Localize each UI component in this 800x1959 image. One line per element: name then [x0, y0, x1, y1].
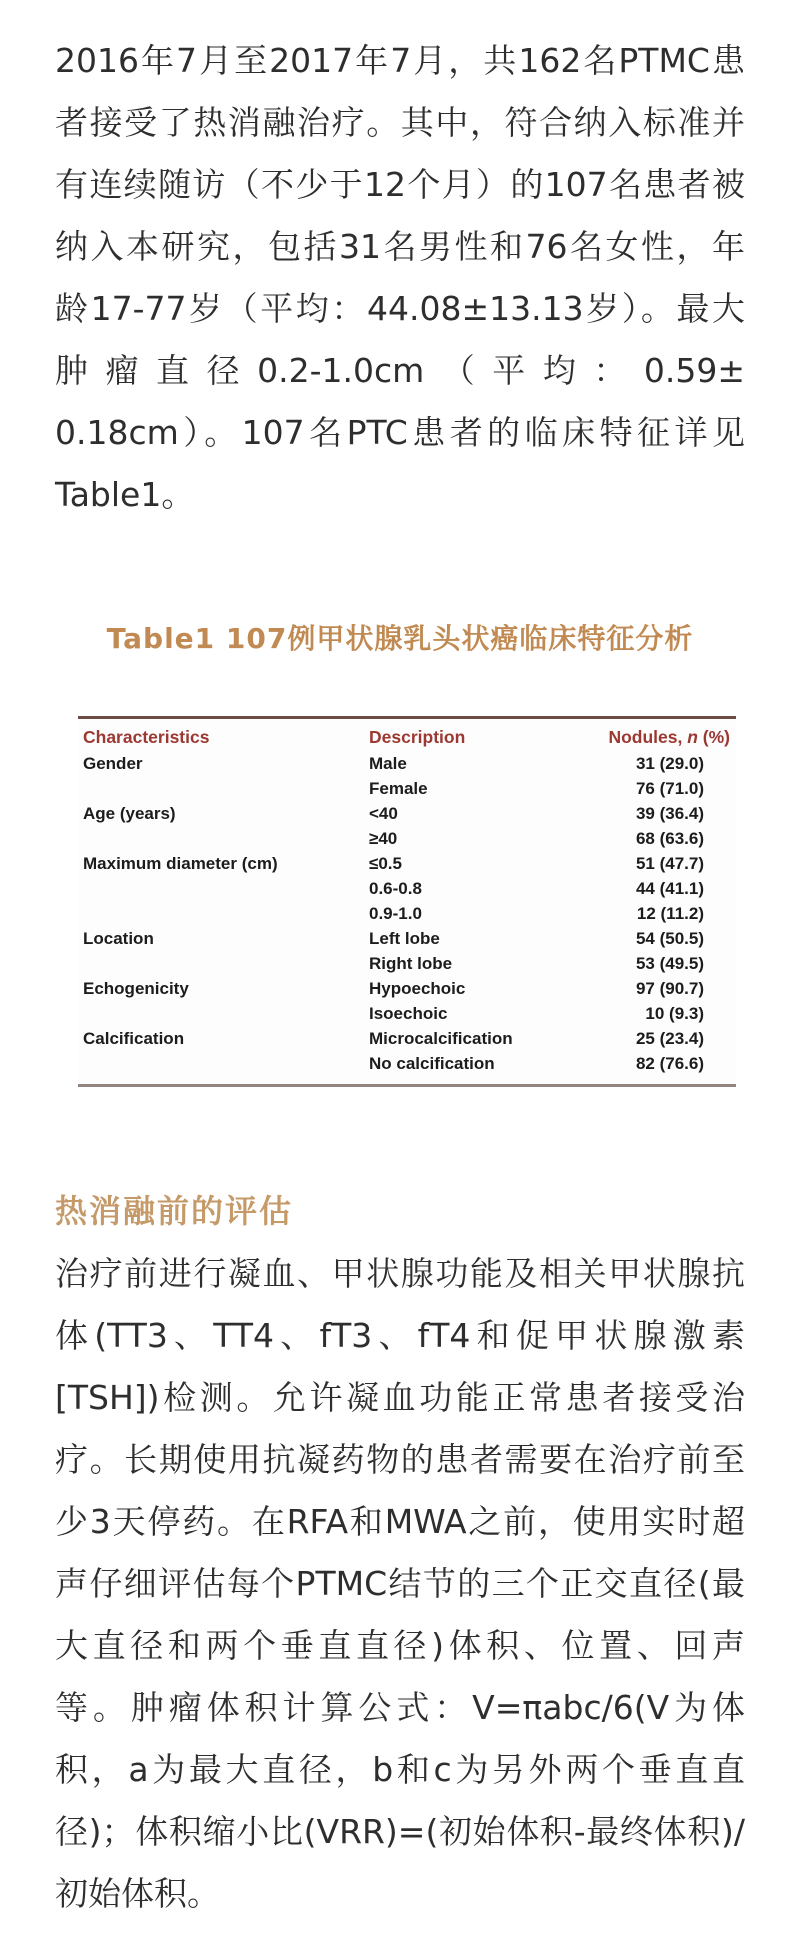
cell-description: Male	[369, 754, 407, 773]
table-row	[83, 826, 730, 851]
table-row	[83, 1026, 730, 1051]
text-line: Table1。	[55, 475, 195, 514]
cell-value: 31 (29.0)	[635, 754, 704, 773]
cell-characteristic: Location	[83, 929, 154, 948]
cell-characteristic: Calcification	[83, 1029, 185, 1048]
paragraph-pre-ablation-evaluation	[55, 1243, 745, 1925]
table1-clinical-characteristics	[78, 716, 736, 1087]
text-line: 者接受了热消融治疗。其中，符合纳入标准并	[55, 103, 745, 142]
table-row	[83, 951, 730, 976]
text-line: 有连续随访（不少于12个月）的107名患者被	[55, 165, 745, 204]
cell-value: 10 (9.3)	[645, 1004, 704, 1023]
table-header-nodules-prefix: Nodules,	[608, 727, 688, 747]
text-line: 径)；体积缩小比(VRR)=(初始体积-最终体积)/	[55, 1812, 745, 1851]
text-line: 大直径和两个垂直直径)体积、位置、回声	[55, 1626, 745, 1665]
text-line: 治疗前进行凝血、甲状腺功能及相关甲状腺抗	[55, 1254, 745, 1293]
cell-value: 25 (23.4)	[635, 1029, 704, 1048]
table-caption: Table1 107例甲状腺乳头状癌临床特征分析	[106, 622, 694, 655]
cell-description: Microcalcification	[369, 1029, 513, 1048]
table-header-characteristics: Characteristics	[83, 727, 210, 747]
text-line: 疗。长期使用抗凝药物的患者需要在治疗前至	[55, 1440, 745, 1479]
paragraph-study-population	[55, 30, 745, 526]
cell-description: Female	[369, 779, 428, 798]
table-row	[83, 901, 730, 926]
text-line: 初始体积。	[55, 1874, 220, 1913]
cell-value: 51 (47.7)	[635, 854, 704, 873]
table-row	[83, 851, 730, 876]
cell-description: Isoechoic	[369, 1004, 448, 1023]
cell-characteristic: Echogenicity	[83, 979, 189, 998]
cell-value: 97 (90.7)	[635, 979, 704, 998]
cell-description: <40	[369, 804, 398, 823]
table-row	[83, 1051, 730, 1076]
cell-value: 39 (36.4)	[635, 804, 704, 823]
table-row	[83, 976, 730, 1001]
table-row	[83, 1001, 730, 1026]
table-header-nodules-suffix: (%)	[697, 727, 730, 747]
text-line: 少3天停药。在RFA和MWA之前，使用实时超	[55, 1502, 745, 1541]
cell-description: 0.9-1.0	[369, 904, 422, 923]
text-line: 声仔细评估每个PTMC结节的三个正交直径(最	[55, 1564, 745, 1603]
table-row	[83, 801, 730, 826]
table-header-nodules-n: n	[687, 727, 698, 747]
cell-description: No calcification	[369, 1054, 495, 1073]
table-row	[83, 751, 730, 776]
cell-characteristic: Gender	[83, 754, 143, 773]
cell-description: Hypoechoic	[369, 979, 466, 998]
text-line: [TSH])检测。允许凝血功能正常患者接受治	[55, 1378, 745, 1417]
text-line: 体(TT3、TT4、fT3、fT4和促甲状腺激素	[55, 1316, 745, 1355]
cell-value: 76 (71.0)	[635, 779, 704, 798]
text-line: 等。肿瘤体积计算公式：V=πabc/6(V为体	[55, 1688, 745, 1727]
table-row	[83, 876, 730, 901]
cell-value: 82 (76.6)	[635, 1054, 704, 1073]
text-line: 龄17-77岁（平均：44.08±13.13岁）。最大	[55, 289, 745, 328]
table-header-description: Description	[369, 727, 466, 747]
cell-description: 0.6-0.8	[369, 879, 422, 898]
cell-description: Left lobe	[369, 929, 440, 948]
cell-characteristic: Maximum diameter (cm)	[83, 854, 278, 873]
cell-description: Right lobe	[369, 954, 453, 973]
table-row	[83, 776, 730, 801]
text-line: 0.18cm）。107名PTC患者的临床特征详见	[55, 413, 745, 452]
text-line: 肿瘤直径0.2-1.0cm（平均：0.59±	[55, 351, 745, 390]
cell-value: 12 (11.2)	[636, 904, 704, 923]
cell-value: 68 (63.6)	[635, 829, 704, 848]
table-header-nodules	[591, 725, 730, 749]
cell-value: 44 (41.1)	[635, 879, 704, 898]
cell-value: 54 (50.5)	[635, 929, 704, 948]
table-header-row	[83, 725, 730, 751]
cell-description: ≤0.5	[369, 854, 402, 873]
cell-characteristic: Age (years)	[83, 804, 176, 823]
text-line: 纳入本研究，包括31名男性和76名女性，年	[55, 227, 745, 266]
text-line: 积，a为最大直径，b和c为另外两个垂直直	[55, 1750, 745, 1789]
text-line: 2016年7月至2017年7月，共162名PTMC患	[55, 41, 745, 80]
section-heading-pre-ablation-evaluation: 热消融前的评估	[55, 1192, 294, 1230]
table-row	[83, 926, 730, 951]
cell-description: ≥40	[369, 829, 398, 848]
cell-value: 53 (49.5)	[635, 954, 704, 973]
